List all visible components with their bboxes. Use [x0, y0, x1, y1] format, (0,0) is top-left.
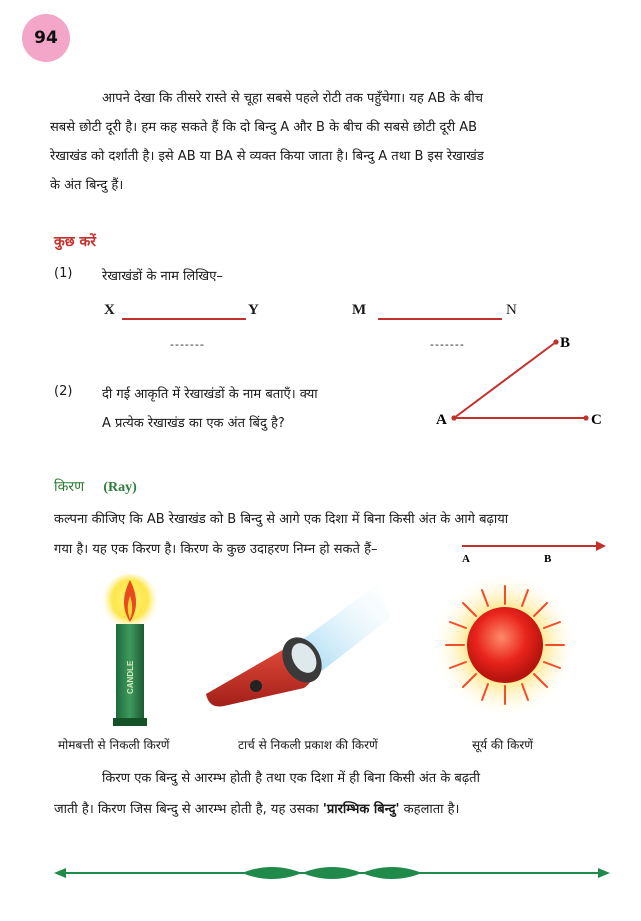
page-number-badge: [22, 14, 70, 62]
point-a: [451, 415, 456, 420]
q1-number: (1): [54, 266, 73, 281]
intro-line-4: के अंत बिन्दु हैं।: [50, 178, 124, 193]
candle-illustration: [96, 572, 166, 728]
ray-label-b: B: [544, 553, 552, 564]
ray-diagram: [458, 536, 608, 564]
seg2-end-label: N: [506, 302, 517, 318]
seg2-answer-blank: -------: [430, 338, 465, 351]
segment-ab: [454, 342, 556, 418]
ray-line-2: गया है। यह एक किरण है। किरण के कुछ उदाहरण निम्न हो सकते हैं–: [54, 542, 378, 557]
ray-line-1: कल्पना कीजिए कि AB रेखाखंड को B बिन्दु से आगे एक दिशा में बिना किसी अंत के आगे बढ़ाया: [54, 512, 509, 527]
seg1-line: [122, 318, 246, 320]
q2-line-1: दी गई आकृति में रेखाखंडों के नाम बताएँ। क्या: [102, 387, 318, 402]
intro-line-3: रेखाखंड को दर्शाती है। इसे AB या BA से व्यक्त किया जाता है। बिन्दु A तथा B इस रेखाखंड: [50, 149, 484, 164]
intro-paragraph: [50, 84, 606, 200]
closing-line-2-pre: जाती है। किरण जिस बिन्दु से आरम्भ होती है, यह उसका: [54, 802, 323, 817]
ray-arrowhead: [596, 541, 606, 551]
seg2-line: [378, 318, 502, 320]
point-c: [583, 415, 588, 420]
closing-line-2-post: कहलाता है।: [399, 802, 460, 817]
torch-button: [250, 680, 262, 692]
sun-illustration: [430, 570, 580, 720]
seg1-start-label: X: [104, 302, 115, 318]
q2-number: (2): [54, 384, 73, 399]
q2-line-2: A प्रत्येक रेखाखंड का एक अंत बिंदु है?: [102, 416, 285, 431]
closing-line-2: [54, 799, 460, 817]
caption-candle: मोमबत्ती से निकली किरणें: [58, 738, 170, 752]
intro-line-1: आपने देखा कि तीसरे रास्ते से चूहा सबसे पहले रोटी तक पहुँचेगा। यह AB के बीच: [102, 91, 484, 106]
closing-term: 'प्रारम्भिक बिन्दु': [322, 802, 400, 817]
caption-sun: सूर्य की किरणें: [472, 738, 533, 752]
seg2-start-label: M: [352, 302, 367, 318]
closing-line-1: किरण एक बिन्दु से आरम्भ होती है तथा एक दिशा में ही बिना किसी अंत के बढ़ती: [102, 771, 480, 786]
ray-heading-english: (Ray): [103, 480, 137, 495]
torch-illustration: [198, 578, 398, 710]
point-b: [553, 339, 558, 344]
q1-text: रेखाखंडों के नाम लिखिए–: [102, 269, 223, 284]
candle-base: [113, 718, 147, 726]
page-number: 94: [34, 28, 58, 48]
ray-heading: [54, 476, 137, 496]
intro-line-2: सबसे छोटी दूरी है। हम कह सकते हैं कि दो बिन्दु A और B के बीच की सबसे छोटी दूरी AB: [50, 120, 478, 135]
activity-heading: कुछ करें: [54, 234, 96, 250]
sun-ball: [467, 607, 543, 683]
ray-label-a: A: [462, 553, 470, 564]
label-a: A: [436, 412, 447, 428]
seg1-answer-blank: -------: [170, 338, 205, 351]
seg1-end-label: Y: [248, 302, 259, 318]
label-b: B: [560, 335, 571, 351]
q2-figure: [430, 330, 610, 440]
footer-decorative-rule: [52, 862, 612, 884]
caption-torch: टार्च से निकली प्रकाश की किरणें: [238, 738, 378, 752]
label-c: C: [591, 412, 602, 428]
candle-label: CANDLE: [126, 660, 135, 694]
ray-heading-hindi: किरण: [54, 479, 85, 495]
